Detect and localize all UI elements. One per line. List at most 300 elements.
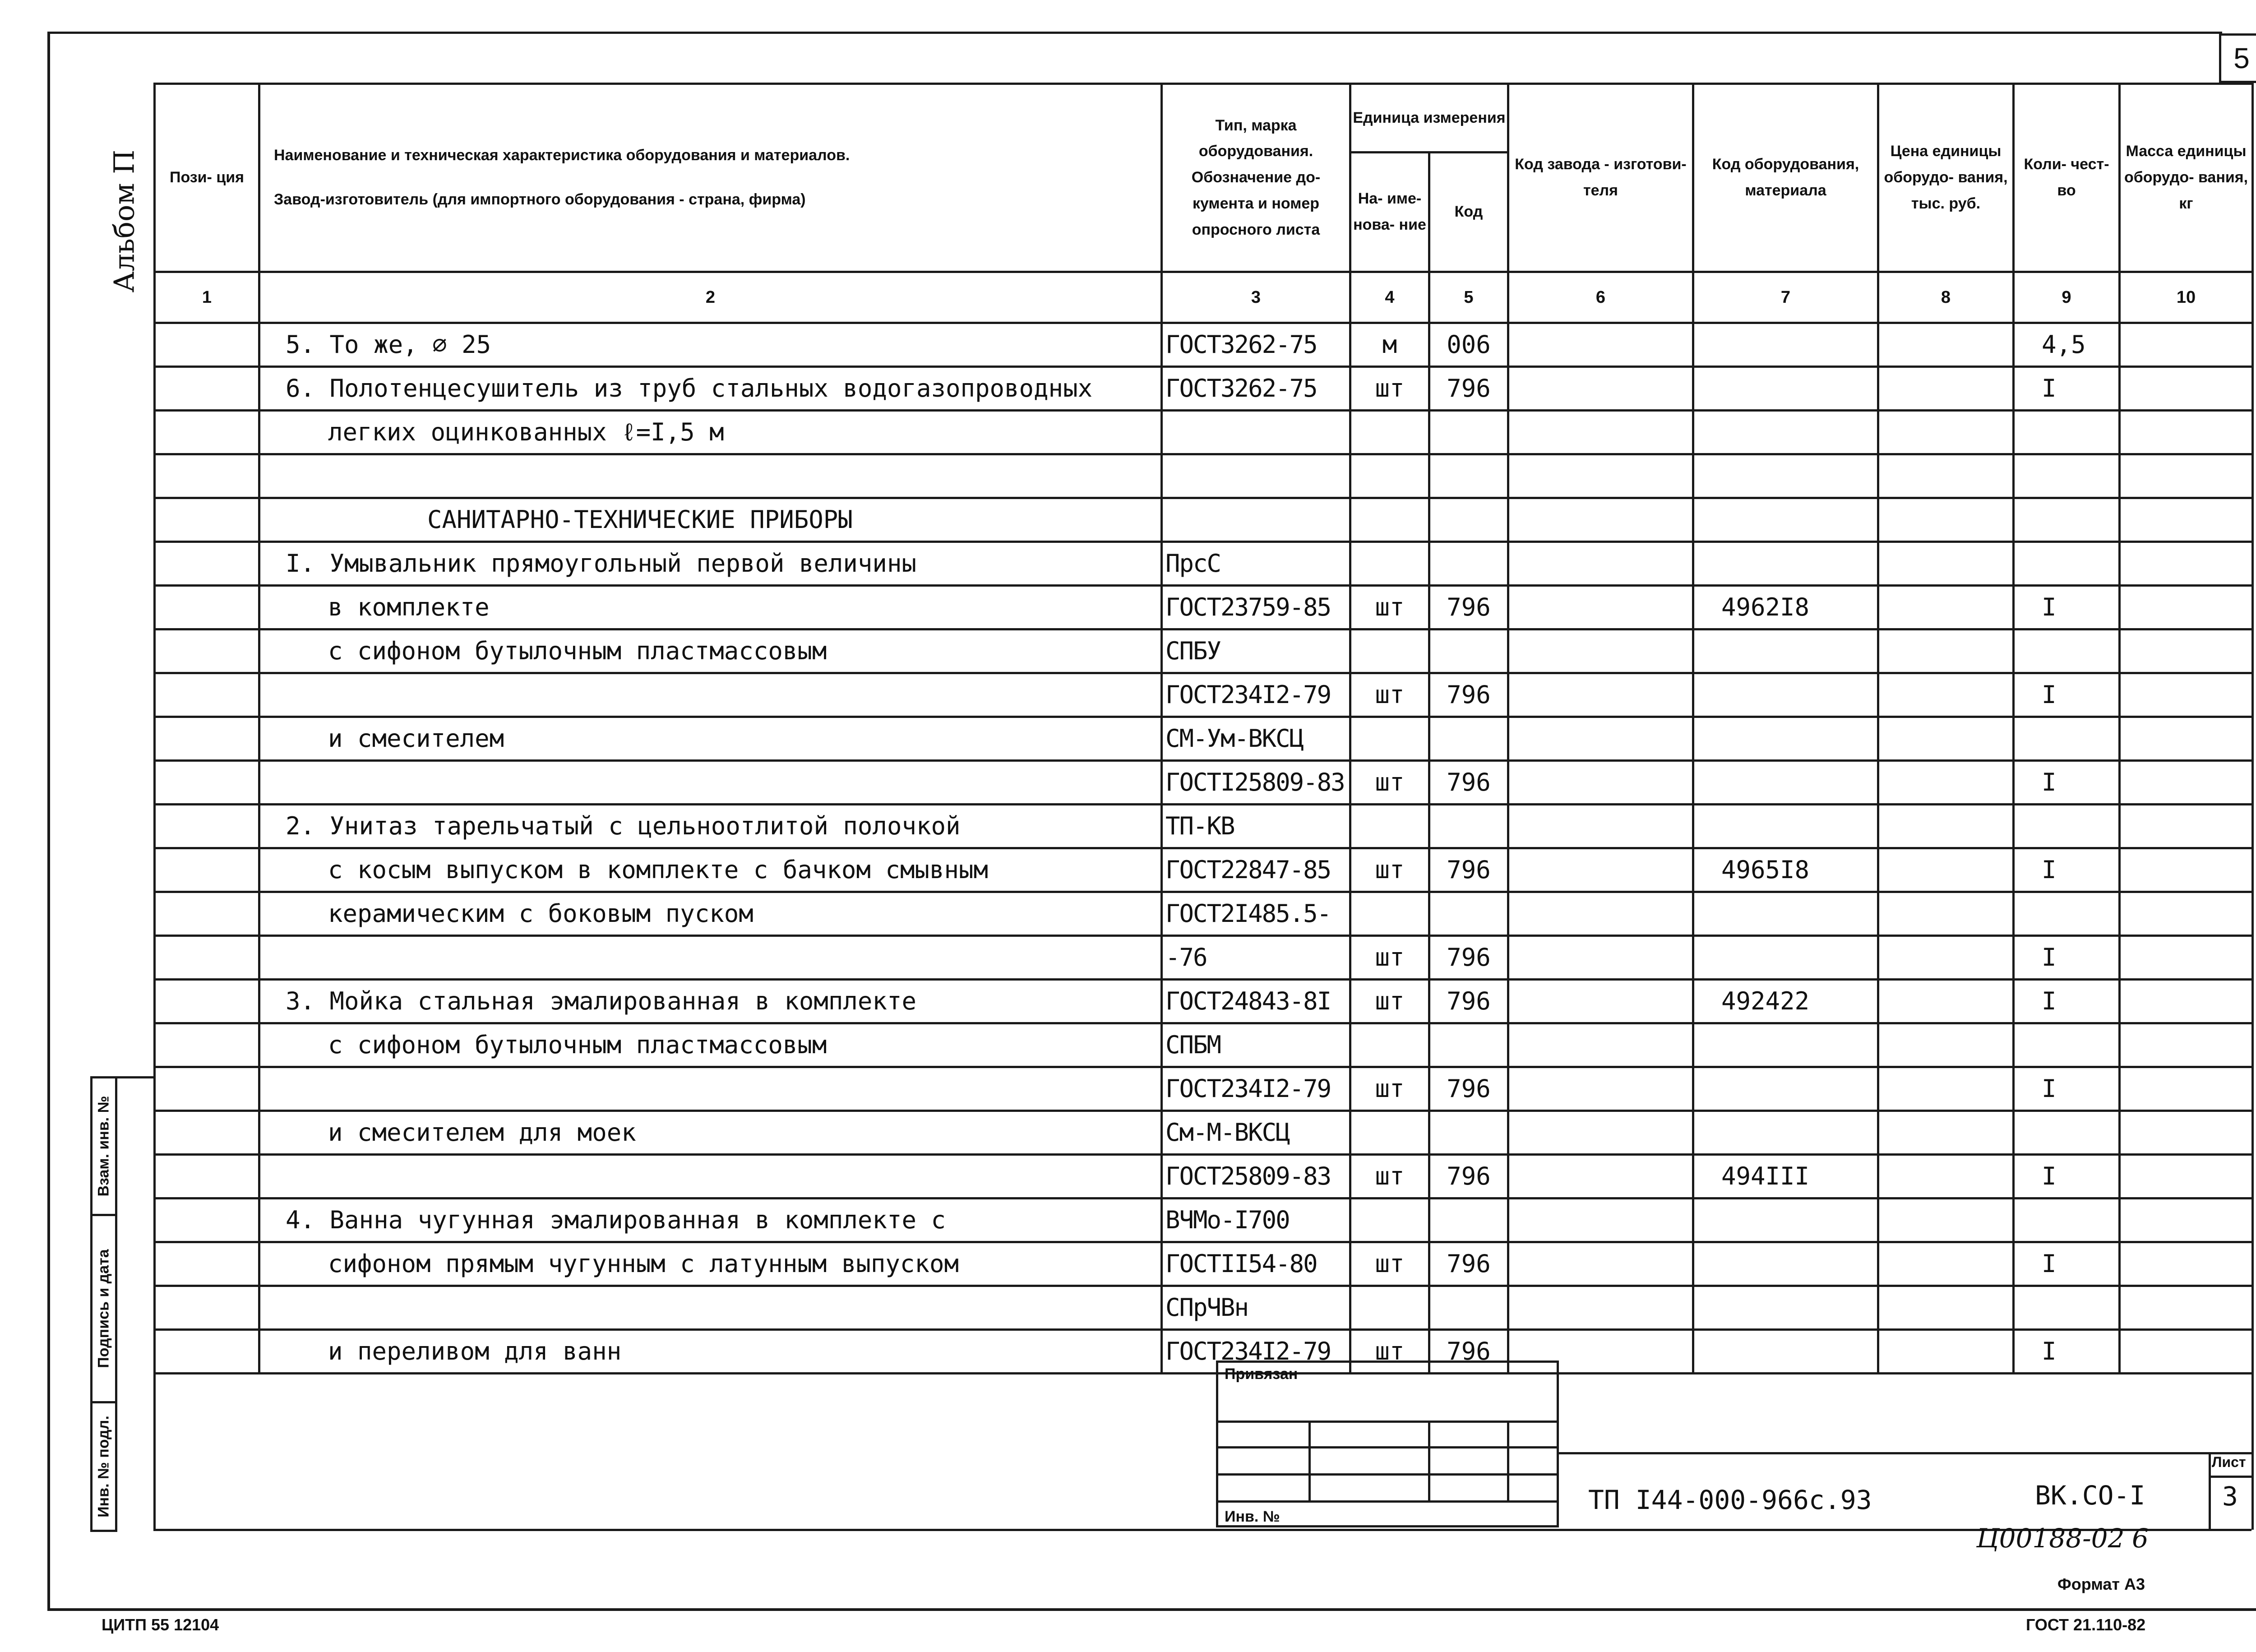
quantity-cell (2014, 411, 2120, 454)
equipment-code-cell: 4962I8 (1693, 586, 1878, 629)
unit-code-cell (1429, 1111, 1508, 1155)
mass-cell (2120, 629, 2253, 673)
equipment-code-cell (1693, 629, 1878, 673)
price-cell (1878, 367, 2014, 411)
document-cell: ГОСТ2I485.5- (1162, 892, 1350, 936)
factory-code-cell (1508, 805, 1693, 848)
table-row (155, 1155, 2253, 1199)
name-cell: 4. Ванна чугунная эмалированная в комплекте с (259, 1199, 1162, 1242)
quantity-cell: I (2014, 367, 2120, 411)
equipment-code-cell (1693, 936, 1878, 980)
quantity-cell: I (2014, 1242, 2120, 1286)
table-row (155, 1330, 2253, 1374)
factory-code-cell (1508, 980, 1693, 1023)
mass-cell (2120, 1023, 2253, 1067)
document-cell: ГОСТ24843-8I (1162, 980, 1350, 1023)
unit-name-cell (1350, 892, 1429, 936)
mass-cell (2120, 805, 2253, 848)
column-number: 1 (155, 272, 259, 323)
unit-code-cell (1429, 717, 1508, 761)
header-mass: Масса единицы оборудо- вания, кг (2120, 84, 2253, 272)
position-cell (155, 367, 259, 411)
privyazan-divider (1507, 1421, 1509, 1502)
side-label-inv-podl: Инв. № подл. (95, 1416, 112, 1518)
equipment-code-cell (1693, 542, 1878, 586)
sheet-cell-line (2209, 1476, 2251, 1478)
privyazan-line (1218, 1421, 1557, 1423)
table-row (155, 1242, 2253, 1286)
name-cell: легких оцинкованных ℓ=I,5 м (259, 411, 1162, 454)
table-row (155, 848, 2253, 892)
equipment-code-cell (1693, 717, 1878, 761)
name-cell: и смесителем (259, 717, 1162, 761)
mass-cell (2120, 892, 2253, 936)
document-cell: СПрЧВн (1162, 1286, 1350, 1330)
mass-cell (2120, 498, 2253, 542)
document-cell: ГОСТ234I2-79 (1162, 1330, 1350, 1374)
position-cell (155, 717, 259, 761)
document-cell (1162, 498, 1350, 542)
unit-code-cell (1429, 411, 1508, 454)
document-cell: ГОСТ23759-85 (1162, 586, 1350, 629)
position-cell (155, 848, 259, 892)
unit-code-cell: 006 (1429, 323, 1508, 367)
column-number: 2 (259, 272, 1162, 323)
equipment-code-cell (1693, 1330, 1878, 1374)
unit-name-cell: шт (1350, 936, 1429, 980)
document-cell: ГОСТII54-80 (1162, 1242, 1350, 1286)
price-cell (1878, 761, 2014, 805)
position-cell (155, 980, 259, 1023)
unit-code-cell (1429, 542, 1508, 586)
position-cell (155, 892, 259, 936)
position-cell (155, 498, 259, 542)
document-cell: СПБУ (1162, 629, 1350, 673)
mass-cell (2120, 323, 2253, 367)
unit-name-cell (1350, 1111, 1429, 1155)
position-cell (155, 1330, 259, 1374)
side-box-podpis (90, 1214, 117, 1403)
table-row (155, 673, 2253, 717)
table-row (155, 367, 2253, 411)
name-cell (259, 936, 1162, 980)
table-row (155, 805, 2253, 848)
price-cell (1878, 1023, 2014, 1067)
column-number: 10 (2120, 272, 2253, 323)
table-row (155, 411, 2253, 454)
mass-cell (2120, 367, 2253, 411)
table-row (155, 936, 2253, 980)
name-cell: керамическим с боковым пуском (259, 892, 1162, 936)
table-row (155, 629, 2253, 673)
quantity-cell: I (2014, 673, 2120, 717)
unit-name-cell (1350, 629, 1429, 673)
table-row (155, 717, 2253, 761)
header-type: Тип, марка оборудования. Обозначение до- кумента и номер опросного листа (1162, 84, 1350, 272)
unit-code-cell (1429, 1023, 1508, 1067)
name-cell: и смесителем для моек (259, 1111, 1162, 1155)
mass-cell (2120, 1242, 2253, 1286)
document-cell: ГОСТ22847-85 (1162, 848, 1350, 892)
sheet-value: 3 (2222, 1481, 2238, 1512)
position-cell (155, 1067, 259, 1111)
unit-name-cell: шт (1350, 586, 1429, 629)
position-cell (155, 805, 259, 848)
header-quantity: Коли- чест- во (2014, 84, 2120, 272)
quantity-cell (2014, 629, 2120, 673)
price-cell (1878, 1111, 2014, 1155)
name-cell: САНИТАРНО-ТЕХНИЧЕСКИЕ ПРИБОРЫ (259, 498, 1162, 542)
equipment-code-cell: 494III (1693, 1155, 1878, 1199)
factory-code-cell (1508, 1242, 1693, 1286)
document-designation: ТП I44-000-966с.93 (1588, 1485, 1872, 1515)
factory-code-cell (1508, 1155, 1693, 1199)
column-number: 9 (2014, 272, 2120, 323)
format-label: Формат А3 (2057, 1575, 2145, 1593)
document-cell: СПБМ (1162, 1023, 1350, 1067)
name-cell: 6. Полотенцесушитель из труб стальных водогазопроводных (259, 367, 1162, 411)
position-cell (155, 761, 259, 805)
document-cell: СМ-Ум-ВКСЦ (1162, 717, 1350, 761)
equipment-code-cell (1693, 1286, 1878, 1330)
name-cell (259, 1155, 1162, 1199)
document-cell: ГОСТ25809-83 (1162, 1155, 1350, 1199)
quantity-cell (2014, 717, 2120, 761)
position-cell (155, 673, 259, 717)
document-code: ВК.СО-I (2035, 1480, 2145, 1511)
table-row (155, 1199, 2253, 1242)
position-cell (155, 586, 259, 629)
name-cell: с сифоном бутылочным пластмассовым (259, 629, 1162, 673)
factory-code-cell (1508, 1067, 1693, 1111)
unit-name-cell: шт (1350, 1242, 1429, 1286)
unit-code-cell: 796 (1429, 980, 1508, 1023)
position-cell (155, 1155, 259, 1199)
column-number: 8 (1878, 272, 2014, 323)
name-cell (259, 673, 1162, 717)
price-cell (1878, 1330, 2014, 1374)
table-row (155, 498, 2253, 542)
document-cell: ГОСТ3262-75 (1162, 323, 1350, 367)
document-cell: См-М-ВКСЦ (1162, 1111, 1350, 1155)
unit-name-cell (1350, 411, 1429, 454)
privyazan-inv-no: Инв. № (1225, 1508, 1280, 1525)
table-row (155, 586, 2253, 629)
equipment-code-cell (1693, 1242, 1878, 1286)
table-row (155, 1286, 2253, 1330)
document-cell: ТП-КВ (1162, 805, 1350, 848)
price-cell (1878, 892, 2014, 936)
header-factory-code: Код завода - изготови- теля (1508, 84, 1693, 272)
quantity-cell: I (2014, 1067, 2120, 1111)
privyazan-line (1218, 1500, 1557, 1503)
factory-code-cell (1508, 323, 1693, 367)
unit-name-cell: шт (1350, 980, 1429, 1023)
quantity-cell: 4,5 (2014, 323, 2120, 367)
mass-cell (2120, 1330, 2253, 1374)
unit-code-cell: 796 (1429, 673, 1508, 717)
factory-code-cell (1508, 1111, 1693, 1155)
price-cell (1878, 1199, 2014, 1242)
mass-cell (2120, 936, 2253, 980)
price-cell (1878, 454, 2014, 498)
mass-cell (2120, 761, 2253, 805)
unit-code-cell: 796 (1429, 1067, 1508, 1111)
unit-code-cell: 796 (1429, 367, 1508, 411)
table-header-row (155, 84, 2253, 153)
unit-code-cell: 796 (1429, 848, 1508, 892)
factory-code-cell (1508, 542, 1693, 586)
name-cell (259, 1286, 1162, 1330)
document-cell: ГОСТ234I2-79 (1162, 673, 1350, 717)
name-cell: 3. Мойка стальная эмалированная в комплекте (259, 980, 1162, 1023)
title-block-top-line (1559, 1452, 2251, 1454)
specification-table (153, 83, 2254, 1374)
equipment-code-cell (1693, 498, 1878, 542)
position-cell (155, 454, 259, 498)
mass-cell (2120, 1067, 2253, 1111)
table-row (155, 454, 2253, 498)
unit-code-cell (1429, 1286, 1508, 1330)
stamp-left-line (153, 1349, 156, 1530)
document-cell: ГОСТ3262-75 (1162, 367, 1350, 411)
unit-name-cell: м (1350, 323, 1429, 367)
archive-page: 6 (2132, 1523, 2149, 1554)
position-cell (155, 323, 259, 367)
equipment-code-cell (1693, 805, 1878, 848)
factory-code-cell (1508, 761, 1693, 805)
unit-name-cell: шт (1350, 673, 1429, 717)
position-cell (155, 542, 259, 586)
column-number: 5 (1429, 272, 1508, 323)
position-cell (155, 1286, 259, 1330)
unit-name-cell: шт (1350, 761, 1429, 805)
privyazan-line (1218, 1446, 1557, 1448)
mass-cell (2120, 586, 2253, 629)
side-label-vzam: Взам. инв. № (95, 1096, 112, 1197)
document-cell (1162, 454, 1350, 498)
factory-code-cell (1508, 586, 1693, 629)
price-cell (1878, 1242, 2014, 1286)
column-number: 4 (1350, 272, 1429, 323)
quantity-cell: I (2014, 848, 2120, 892)
quantity-cell: I (2014, 980, 2120, 1023)
name-cell: I. Умывальник прямоугольный первой величины (259, 542, 1162, 586)
archive-number: Ц00188-02 (1976, 1523, 2125, 1554)
unit-code-cell (1429, 629, 1508, 673)
equipment-code-cell (1693, 1111, 1878, 1155)
equipment-code-cell (1693, 892, 1878, 936)
mass-cell (2120, 980, 2253, 1023)
quantity-cell: I (2014, 936, 2120, 980)
factory-code-cell (1508, 717, 1693, 761)
header-unit: Единица измерения (1350, 84, 1508, 153)
position-cell (155, 1199, 259, 1242)
mass-cell (2120, 1286, 2253, 1330)
unit-name-cell (1350, 1286, 1429, 1330)
unit-code-cell: 796 (1429, 1155, 1508, 1199)
left-code: ЦИТП 55 12104 (102, 1615, 219, 1634)
factory-code-cell (1508, 367, 1693, 411)
standard-label: ГОСТ 21.110-82 (2026, 1615, 2146, 1634)
price-cell (1878, 848, 2014, 892)
quantity-cell (2014, 1023, 2120, 1067)
position-cell (155, 936, 259, 980)
factory-code-cell (1508, 1199, 1693, 1242)
sheet-cell-line (2209, 1452, 2211, 1529)
privyazan-divider (1428, 1421, 1430, 1502)
price-cell (1878, 629, 2014, 673)
quantity-cell: I (2014, 1330, 2120, 1374)
price-cell (1878, 411, 2014, 454)
album-label: Альбом П (107, 149, 141, 293)
sheet-label: Лист (2212, 1454, 2246, 1470)
quantity-cell (2014, 454, 2120, 498)
factory-code-cell (1508, 454, 1693, 498)
equipment-code-cell: 4965I8 (1693, 848, 1878, 892)
document-cell: ПрсС (1162, 542, 1350, 586)
document-cell (1162, 411, 1350, 454)
factory-code-cell (1508, 848, 1693, 892)
table-row (155, 761, 2253, 805)
price-cell (1878, 1067, 2014, 1111)
mass-cell (2120, 848, 2253, 892)
sheet-number: 5 (2219, 33, 2256, 83)
document-cell: ГОСТ234I2-79 (1162, 1067, 1350, 1111)
equipment-code-cell (1693, 323, 1878, 367)
mass-cell (2120, 454, 2253, 498)
equipment-code-cell (1693, 411, 1878, 454)
name-cell (259, 761, 1162, 805)
unit-name-cell (1350, 805, 1429, 848)
name-cell (259, 1067, 1162, 1111)
name-cell (259, 454, 1162, 498)
equipment-code-cell: 492422 (1693, 980, 1878, 1023)
factory-code-cell (1508, 629, 1693, 673)
name-cell: 2. Унитаз тарельчатый с цельноотлитой полочкой (259, 805, 1162, 848)
unit-code-cell (1429, 805, 1508, 848)
unit-code-cell (1429, 454, 1508, 498)
unit-code-cell (1429, 1199, 1508, 1242)
privyazan-box (1216, 1360, 1559, 1527)
unit-name-cell: шт (1350, 367, 1429, 411)
header-unit-code: Код (1429, 153, 1508, 272)
equipment-code-cell (1693, 673, 1878, 717)
price-cell (1878, 586, 2014, 629)
mass-cell (2120, 717, 2253, 761)
table-body (155, 323, 2253, 1374)
factory-code-cell (1508, 1023, 1693, 1067)
unit-name-cell: шт (1350, 1067, 1429, 1111)
price-cell (1878, 323, 2014, 367)
mass-cell (2120, 411, 2253, 454)
quantity-cell (2014, 805, 2120, 848)
column-number-row (155, 272, 2253, 323)
equipment-code-cell (1693, 1199, 1878, 1242)
position-cell (155, 1242, 259, 1286)
price-cell (1878, 673, 2014, 717)
factory-code-cell (1508, 498, 1693, 542)
column-number: 7 (1693, 272, 1878, 323)
name-cell: в комплекте (259, 586, 1162, 629)
name-cell: и переливом для ванн (259, 1330, 1162, 1374)
name-cell: сифоном прямым чугунным с латунным выпуском (259, 1242, 1162, 1286)
table-row (155, 1067, 2253, 1111)
quantity-cell (2014, 1111, 2120, 1155)
quantity-cell: I (2014, 761, 2120, 805)
unit-name-cell (1350, 454, 1429, 498)
price-cell (1878, 1286, 2014, 1330)
privyazan-title: Привязан (1225, 1365, 1298, 1383)
quantity-cell (2014, 892, 2120, 936)
unit-name-cell (1350, 542, 1429, 586)
unit-code-cell: 796 (1429, 761, 1508, 805)
price-cell (1878, 980, 2014, 1023)
mass-cell (2120, 673, 2253, 717)
price-cell (1878, 498, 2014, 542)
privyazan-line (1218, 1473, 1557, 1476)
name-cell: 5. То же, ∅ 25 (259, 323, 1162, 367)
unit-name-cell (1350, 1199, 1429, 1242)
unit-code-cell: 796 (1429, 586, 1508, 629)
table-row (155, 980, 2253, 1023)
factory-code-cell (1508, 411, 1693, 454)
equipment-code-cell (1693, 1023, 1878, 1067)
factory-code-cell (1508, 936, 1693, 980)
header-price: Цена единицы оборудо- вания, тыс. руб. (1878, 84, 2014, 272)
unit-name-cell (1350, 498, 1429, 542)
stamp-right-line (2251, 83, 2254, 1530)
equipment-code-cell (1693, 454, 1878, 498)
mass-cell (2120, 1155, 2253, 1199)
mass-cell (2120, 1199, 2253, 1242)
quantity-cell (2014, 542, 2120, 586)
unit-code-cell: 796 (1429, 1330, 1508, 1374)
table-row (155, 892, 2253, 936)
frame-top-line (47, 32, 2222, 34)
price-cell (1878, 717, 2014, 761)
factory-code-cell (1508, 892, 1693, 936)
unit-name-cell (1350, 717, 1429, 761)
position-cell (155, 629, 259, 673)
table-row (155, 1023, 2253, 1067)
factory-code-cell (1508, 673, 1693, 717)
frame-bottom-line (47, 1609, 2256, 1611)
unit-code-cell (1429, 498, 1508, 542)
column-number: 3 (1162, 272, 1350, 323)
factory-code-cell (1508, 1286, 1693, 1330)
side-box-inv-podl (90, 1401, 117, 1532)
price-cell (1878, 1155, 2014, 1199)
side-strip-line (90, 1076, 156, 1078)
unit-name-cell: шт (1350, 1330, 1429, 1374)
header-position: Пози- ция (155, 84, 259, 272)
unit-name-cell (1350, 1023, 1429, 1067)
unit-name-cell: шт (1350, 848, 1429, 892)
position-cell (155, 411, 259, 454)
name-cell: с косым выпуском в комплекте с бачком смывным (259, 848, 1162, 892)
quantity-cell: I (2014, 586, 2120, 629)
quantity-cell (2014, 1286, 2120, 1330)
document-cell: ГОСТI25809-83 (1162, 761, 1350, 805)
side-box-vzam (90, 1076, 117, 1216)
header-unit-name: На- име- нова- ние (1350, 153, 1429, 272)
position-cell (155, 1111, 259, 1155)
quantity-cell (2014, 1199, 2120, 1242)
header-name: Наименование и техническая характеристика оборудования и материалов. Завод-изготовитель (для импортного оборудования - страна, фирма) (259, 84, 1162, 272)
quantity-cell (2014, 498, 2120, 542)
mass-cell (2120, 1111, 2253, 1155)
